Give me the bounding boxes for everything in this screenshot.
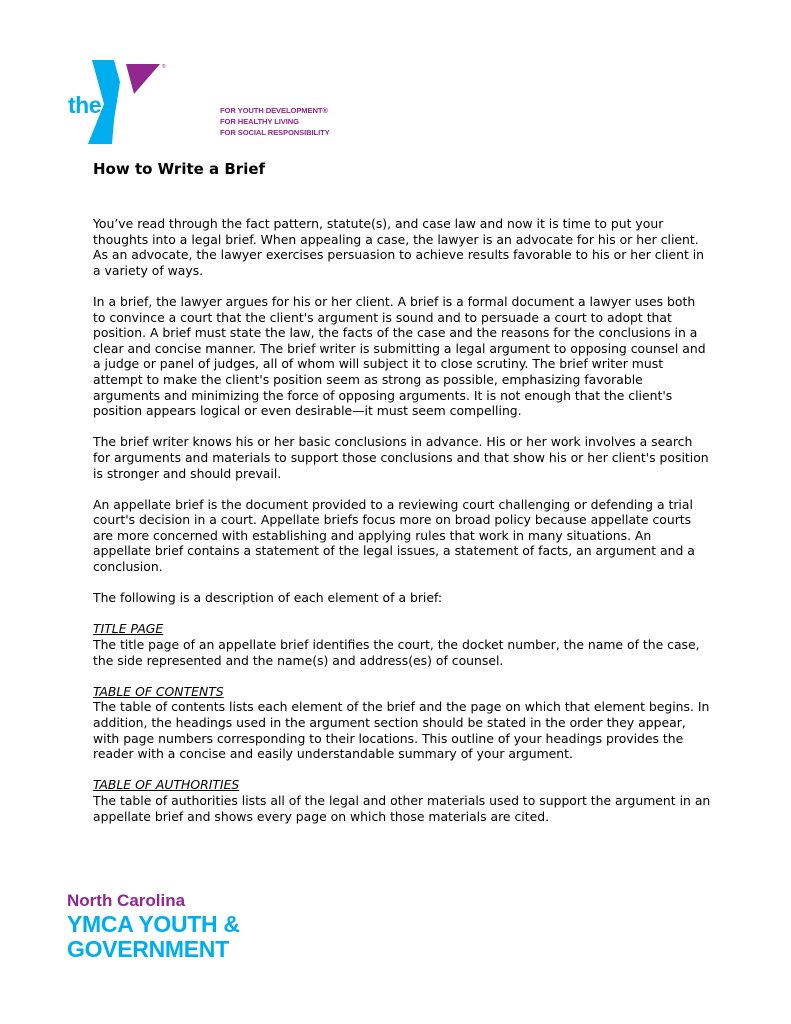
section-text: The title page of an appellate brief identifies the court, the docket number, the name of the case, the side represented and the name(s) and address(es) of counsel. [93, 637, 700, 668]
document-body [93, 216, 711, 840]
paragraph: The brief writer knows his or her basic conclusions in advance. His or her work involves a search for arguments and materials to support those conclusions and that show his or her client's position is stronger and should prevail. [93, 434, 709, 481]
logo-ymca-text: YMCA [115, 109, 133, 131]
section-text: The table of contents lists each element of the brief and the page on which that element begins. In addition, the headings used in the argument section should be stated in the order they appear, with page numbers corresponding to their locations. This outline of your headings provides the reader with a concise and easily understandable summary of your argument. [93, 699, 710, 762]
section-heading: TABLE OF AUTHORITIES [93, 777, 240, 793]
tagline [220, 105, 330, 138]
section-table-of-authorities [93, 777, 711, 824]
section-table-of-contents [93, 684, 711, 762]
section-heading: TITLE PAGE [93, 621, 164, 637]
tagline-line-3: FOR SOCIAL RESPONSIBILITY [220, 128, 330, 137]
paragraph: The following is a description of each element of a brief: [93, 590, 443, 606]
footer-line-1: North Carolina [67, 891, 186, 910]
paragraph: You’ve read through the fact pattern, statute(s), and case law and now it is time to put your thoughts into a legal brief. When appealing a case, the lawyer is an advocate for his or her client. As an advocate, the lawyer exercises persuasion to achieve results favorable to his or her client in a variety of ways. [93, 216, 705, 278]
footer-line-2: YMCA YOUTH & [67, 911, 240, 937]
section-text: The table of authorities lists all of the legal and other materials used to support the argument in an appellate brief and shows every page on which those materials are cited. [93, 792, 711, 824]
page-title: How to Write a Brief [93, 160, 266, 178]
tagline-line-2: FOR HEALTHY LIVING [220, 117, 299, 126]
section-title-page [93, 621, 711, 668]
paragraph: In a brief, the lawyer argues for his or her client. A brief is a formal document a lawyer uses both to convince a court that the client's argument is sound and to persuade a court to adopt that position. A brief must state the law, the facts of the case and the reasons for the conclusions in a clear and concise manner. The brief writer is submitting a legal argument to opposing counsel and a judge or panel of judges, all of whom will subject it to close scrutiny. The brief writer must attempt to make the client's position seem as strong as possible, emphasizing favorable arguments and minimizing the force of opposing arguments. It is not enough that the client's position appears logical or even desirable—it must seem compelling. [93, 293, 706, 419]
paragraph: An appellate brief is the document provided to a reviewing court challenging or defending a trial court's decision in a court. Appellate briefs focus more on broad policy because appellate courts are more concerned with establishing and applying rules that work in many situations. An appellate brief contains a statement of the legal issues, a statement of facts, an argument and a conclusion. [93, 496, 695, 575]
svg-text:®: ® [162, 64, 166, 70]
logo-the-text: the [68, 92, 101, 118]
footer-logo [67, 890, 240, 962]
tagline-line-1: FOR YOUTH DEVELOPMENT® [220, 106, 328, 115]
footer-line-3: GOVERNMENT [67, 936, 229, 962]
section-heading: TABLE OF CONTENTS [93, 683, 224, 699]
